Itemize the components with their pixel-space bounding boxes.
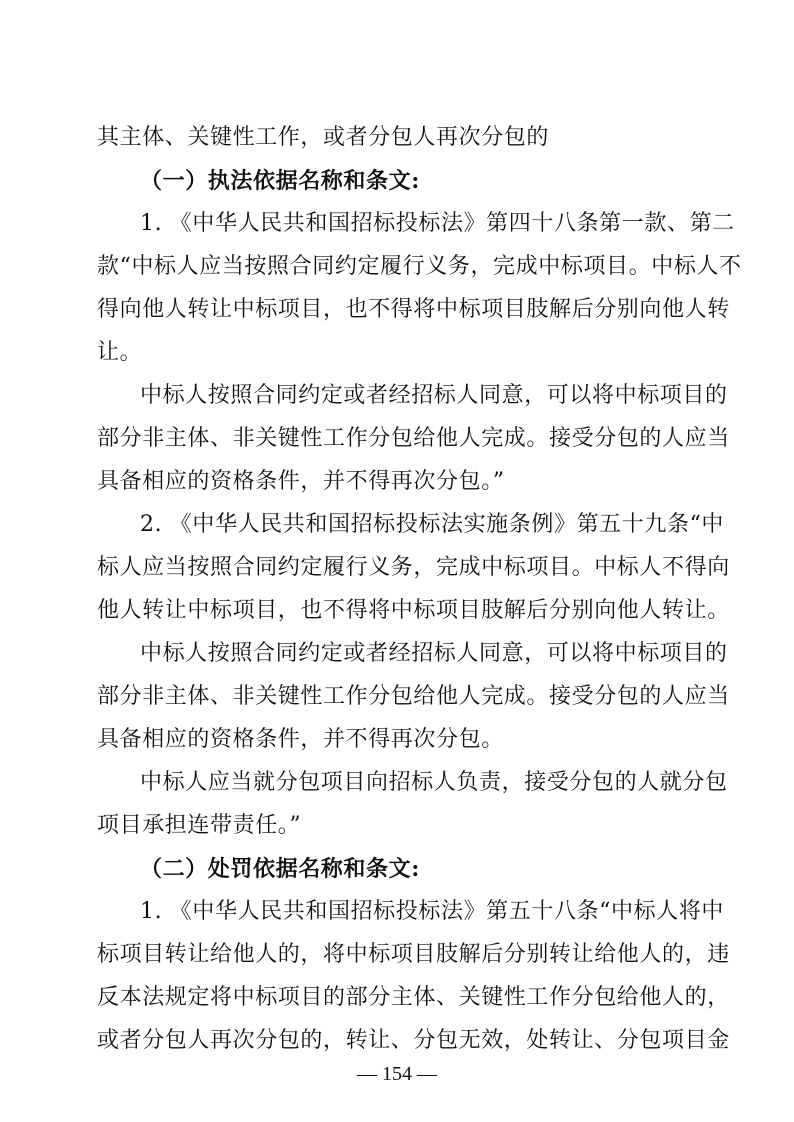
paragraph-line: 标项目转让给他人的，将中标项目肢解后分别转让给他人的，违 — [97, 942, 730, 967]
paragraph-line: 2. 《中华人民共和国招标投标法实施条例》第五十九条“中 — [140, 512, 725, 537]
paragraph-line: 具备相应的资格条件，并不得再次分包。” — [97, 469, 505, 494]
section-heading: （一）执法依据名称和条文: — [140, 168, 420, 194]
paragraph-line: 或者分包人再次分包的，转让、分包无效，处转让、分包项目金 — [97, 1028, 730, 1053]
paragraph-line: 反本法规定将中标项目的部分主体、关键性工作分包给他人的， — [97, 985, 730, 1010]
paragraph-line: 部分非主体、非关键性工作分包给他人完成。接受分包的人应当 — [97, 684, 730, 709]
paragraph-line: 1. 《中华人民共和国招标投标法》第五十八条“中标人将中 — [140, 899, 725, 924]
paragraph-line: 让。 — [97, 340, 143, 365]
paragraph-line: 中标人按照合同约定或者经招标人同意，可以将中标项目的 — [140, 383, 728, 408]
paragraph-line: 款“中标人应当按照合同约定履行义务，完成中标项目。中标人不 — [97, 254, 742, 279]
paragraph-line: 其主体、关键性工作，或者分包人再次分包的 — [97, 125, 550, 150]
page-number: — 154 — — [357, 1063, 437, 1085]
paragraph-line: 中标人按照合同约定或者经招标人同意，可以将中标项目的 — [140, 641, 728, 666]
section-heading: （二）处罚依据名称和条文: — [140, 856, 420, 882]
paragraph-line: 1. 《中华人民共和国招标投标法》第四十八条第一款、第二 — [140, 211, 735, 236]
paragraph-line: 他人转让中标项目，也不得将中标项目肢解后分别向他人转让。 — [97, 598, 730, 623]
paragraph-line: 部分非主体、非关键性工作分包给他人完成。接受分包的人应当 — [97, 426, 730, 451]
paragraph-line: 得向他人转让中标项目，也不得将中标项目肢解后分别向他人转 — [97, 297, 730, 322]
paragraph-line: 项目承担连带责任。” — [97, 813, 302, 838]
paragraph-line: 标人应当按照合同约定履行义务，完成中标项目。中标人不得向 — [97, 555, 730, 580]
paragraph-line: 具备相应的资格条件，并不得再次分包。 — [97, 727, 504, 752]
paragraph-line: 中标人应当就分包项目向招标人负责，接受分包的人就分包 — [140, 770, 728, 795]
